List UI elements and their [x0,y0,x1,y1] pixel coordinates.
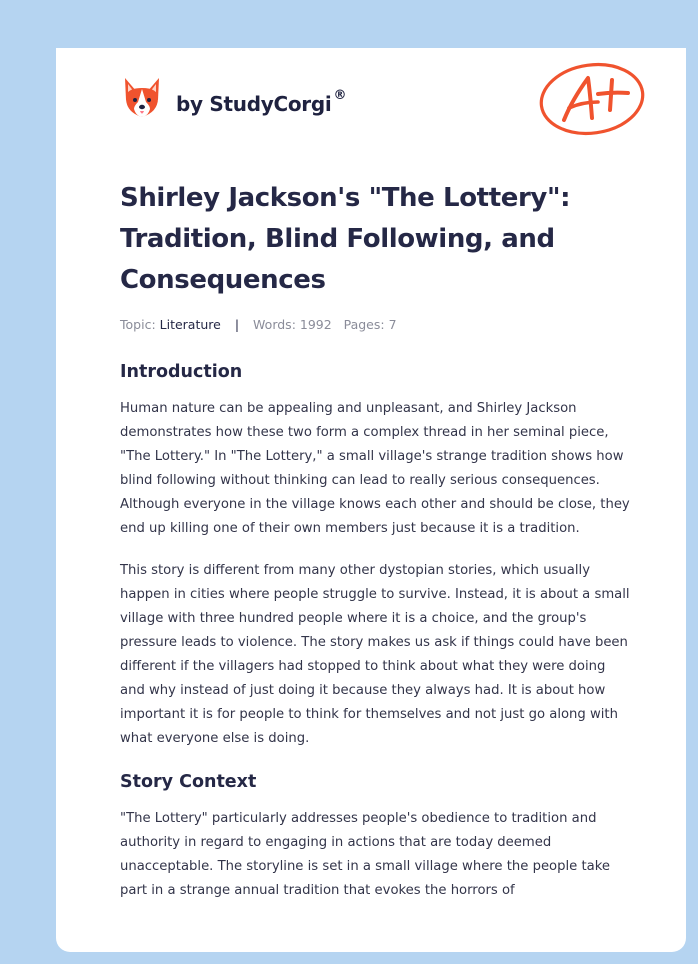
page-count: Pages: 7 [343,317,397,332]
topic-label: Topic: [120,317,156,332]
a-plus-grade-icon [536,60,646,140]
section-heading-story-context: Story Context [120,772,257,792]
paragraph: "The Lottery" particularly addresses people's obedience to tradition and authority in regard to engaging in actions that are today deemed unacceptable. The storyline is set in a small village where the people take part in a strange annual tradition that evokes the horrors of [120,811,610,898]
article-title: Shirley Jackson's "The Lottery": Tradition, Blind Following, and Consequences [120,183,571,295]
meta-separator: | [234,317,240,332]
studycorgi-logo[interactable] [122,76,346,120]
topic-link[interactable]: Literature [159,317,221,332]
document-card [56,48,686,952]
paragraph: Human nature can be appealing and unpleasant, and Shirley Jackson demonstrates how these two form a complex thread in her seminal piece, "The Lottery." In "The Lottery," a small village's strange tradition shows how blind following without thinking can lead to really serious consequences. Although everyone in the village knows each other and should be close, they end up killing one of their own members just because it is a tradition. [120,401,630,536]
brand-text: by StudyCorgi [176,92,332,116]
paragraph: This story is different from many other dystopian stories, which usually happen in cities where people struggle to survive. Instead, it is about a small village with three hundred people where it is a choice, and the group's pressure leads to violence. The story makes us ask if things could have been different if the villagers had stopped to think about what they were doing and why instead of just doing it because they always had. It is about how important it is for people to think for themselves and not just go along with what everyone else is doing. [120,563,630,746]
article-meta [120,315,632,335]
word-count: Words: 1992 [253,317,332,332]
article-content [120,178,632,903]
registered-mark: ® [333,88,347,104]
corgi-icon [122,76,162,120]
section-heading-introduction: Introduction [120,362,243,382]
brand-name [176,88,347,116]
